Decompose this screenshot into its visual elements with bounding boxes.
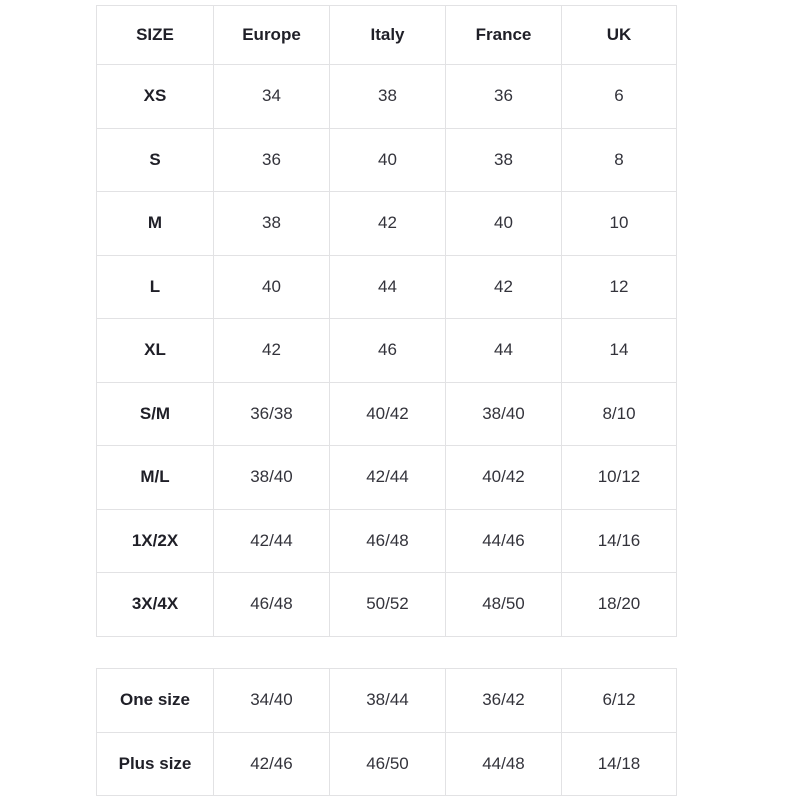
table-row (97, 509, 677, 573)
cell-uk: 14/18 (562, 732, 677, 796)
cell-france: 44/48 (446, 732, 562, 796)
row-label: M/L (97, 446, 214, 510)
cell-europe: 34/40 (214, 669, 330, 733)
cell-europe: 36 (214, 128, 330, 192)
column-header-italy: Italy (330, 6, 446, 65)
table-row (97, 382, 677, 446)
cell-italy: 50/52 (330, 573, 446, 637)
cell-france: 38 (446, 128, 562, 192)
row-label: XL (97, 319, 214, 383)
cell-italy: 46 (330, 319, 446, 383)
row-label: 3X/4X (97, 573, 214, 637)
table-row (97, 65, 677, 129)
table-row (97, 573, 677, 637)
cell-italy: 42/44 (330, 446, 446, 510)
table-row (97, 446, 677, 510)
row-label: L (97, 255, 214, 319)
cell-uk: 14 (562, 319, 677, 383)
cell-italy: 42 (330, 192, 446, 256)
column-header-europe: Europe (214, 6, 330, 65)
row-label: 1X/2X (97, 509, 214, 573)
cell-france: 36 (446, 65, 562, 129)
cell-europe: 34 (214, 65, 330, 129)
one-size-table (96, 668, 677, 796)
cell-uk: 14/16 (562, 509, 677, 573)
cell-europe: 46/48 (214, 573, 330, 637)
row-label: XS (97, 65, 214, 129)
cell-uk: 10/12 (562, 446, 677, 510)
size-conversion-table (96, 5, 677, 637)
cell-italy: 38/44 (330, 669, 446, 733)
row-label: One size (97, 669, 214, 733)
cell-uk: 8/10 (562, 382, 677, 446)
cell-italy: 46/48 (330, 509, 446, 573)
cell-europe: 38 (214, 192, 330, 256)
row-label: S/M (97, 382, 214, 446)
cell-italy: 40 (330, 128, 446, 192)
row-label: M (97, 192, 214, 256)
cell-france: 44 (446, 319, 562, 383)
cell-europe: 42/44 (214, 509, 330, 573)
cell-italy: 40/42 (330, 382, 446, 446)
column-header-france: France (446, 6, 562, 65)
cell-europe: 38/40 (214, 446, 330, 510)
cell-uk: 12 (562, 255, 677, 319)
cell-uk: 10 (562, 192, 677, 256)
column-header-size: SIZE (97, 6, 214, 65)
cell-italy: 44 (330, 255, 446, 319)
row-label: S (97, 128, 214, 192)
cell-france: 42 (446, 255, 562, 319)
cell-italy: 46/50 (330, 732, 446, 796)
cell-uk: 6/12 (562, 669, 677, 733)
cell-uk: 18/20 (562, 573, 677, 637)
table-row (97, 192, 677, 256)
table-row (97, 669, 677, 733)
table-row (97, 255, 677, 319)
cell-uk: 6 (562, 65, 677, 129)
cell-france: 40/42 (446, 446, 562, 510)
row-label: Plus size (97, 732, 214, 796)
cell-europe: 42 (214, 319, 330, 383)
cell-france: 38/40 (446, 382, 562, 446)
cell-france: 40 (446, 192, 562, 256)
cell-uk: 8 (562, 128, 677, 192)
cell-europe: 40 (214, 255, 330, 319)
cell-europe: 42/46 (214, 732, 330, 796)
table-header-row (97, 6, 677, 65)
table-row (97, 732, 677, 796)
cell-france: 44/46 (446, 509, 562, 573)
cell-europe: 36/38 (214, 382, 330, 446)
table-row (97, 319, 677, 383)
column-header-uk: UK (562, 6, 677, 65)
cell-italy: 38 (330, 65, 446, 129)
table-row (97, 128, 677, 192)
cell-france: 36/42 (446, 669, 562, 733)
cell-france: 48/50 (446, 573, 562, 637)
